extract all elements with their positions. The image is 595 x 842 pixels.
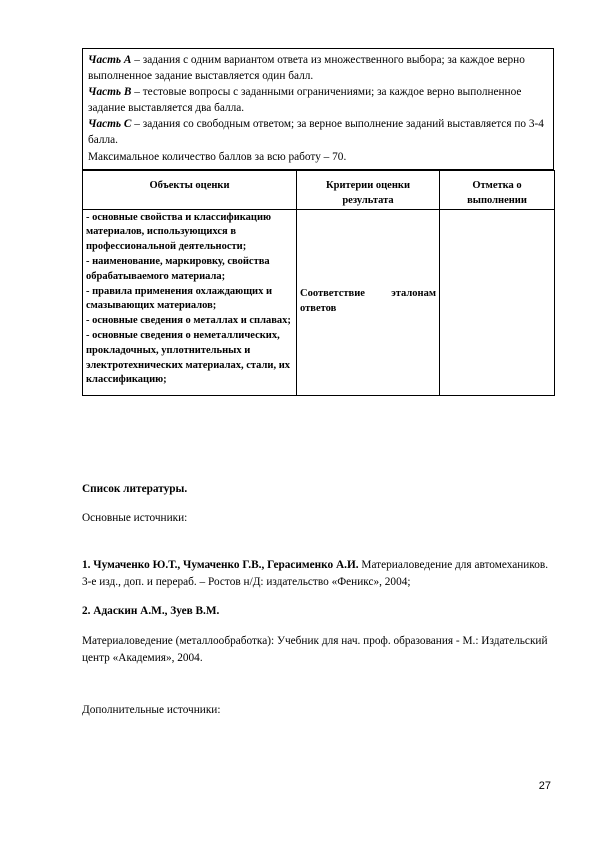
header-criteria: Критерии оценки результата — [297, 171, 440, 210]
part-a-lead: Часть А — [88, 54, 132, 66]
part-b-lead: Часть В — [88, 86, 132, 99]
max-score-paragraph: Максимальное количество баллов за всю работу – 70. — [88, 150, 347, 163]
part-a-paragraph — [88, 52, 548, 84]
part-b-text: – тестовые вопросы с заданными ограничениями; за каждое верно выполненное задание выставляется два балла. — [88, 86, 522, 115]
part-c-lead: Часть С — [88, 118, 132, 131]
table-header-row — [83, 171, 555, 210]
criteria-line-2: ответов — [300, 303, 337, 315]
page-number: 27 — [538, 780, 551, 792]
object-item: - основные сведения о металлах и сплавах; — [86, 315, 291, 327]
test-info-box — [82, 48, 554, 170]
part-b-paragraph — [88, 84, 548, 116]
assessment-table — [82, 170, 555, 396]
mark-cell — [440, 209, 555, 395]
reference-2-authors: 2. Адаскин А.М., Зуев В.М. — [82, 605, 220, 617]
table-row — [83, 209, 555, 395]
criteria-line-1: Соответствие эталонам — [300, 288, 436, 300]
main-sources-label: Основные источники: — [82, 512, 188, 524]
object-item: - основные свойства и классификацию материалов, использующихся в профессиональной деятельности; — [86, 211, 272, 253]
reference-1 — [82, 557, 554, 591]
object-item: - наименование, маркировку, свойства обрабатываемого материала; — [86, 255, 270, 282]
criteria-cell — [297, 209, 440, 395]
part-c-paragraph — [88, 116, 548, 148]
part-c-text: – задания со свободным ответом; за верное выполнение заданий выставляется по 3-4 балла. — [88, 118, 544, 147]
header-mark: Отметка о выполнении — [440, 171, 555, 210]
object-item: - правила применения охлаждающих и смазывающих материалов; — [86, 285, 273, 312]
reference-2-text: Материаловедение (металлообработка): Учебник для нач. проф. образования - М.: Издательский центр «Академия», 2004. — [82, 635, 548, 664]
header-objects: Объекты оценки — [83, 171, 297, 210]
literature-title: Список литературы. — [82, 483, 188, 495]
reference-1-text: Материаловедение для автомехаников. 3-е изд., доп. и перераб. – Ростов н/Д: издательство «Феникс», 2004; — [82, 559, 549, 588]
part-a-text: – задания с одним вариантом ответа из множественного выбора; за каждое верно выполненное задание выставляется один балл. — [88, 54, 525, 83]
reference-1-authors: 1. Чумаченко Ю.Т., Чумаченко Г.В., Герасименко А.И. — [82, 559, 359, 571]
additional-sources-label: Дополнительные источники: — [82, 704, 221, 716]
object-item: - основные сведения о неметаллических, прокладочных, уплотнительных и электротехнических материалах, стали, их классификацию; — [86, 329, 291, 386]
objects-cell — [83, 209, 297, 395]
